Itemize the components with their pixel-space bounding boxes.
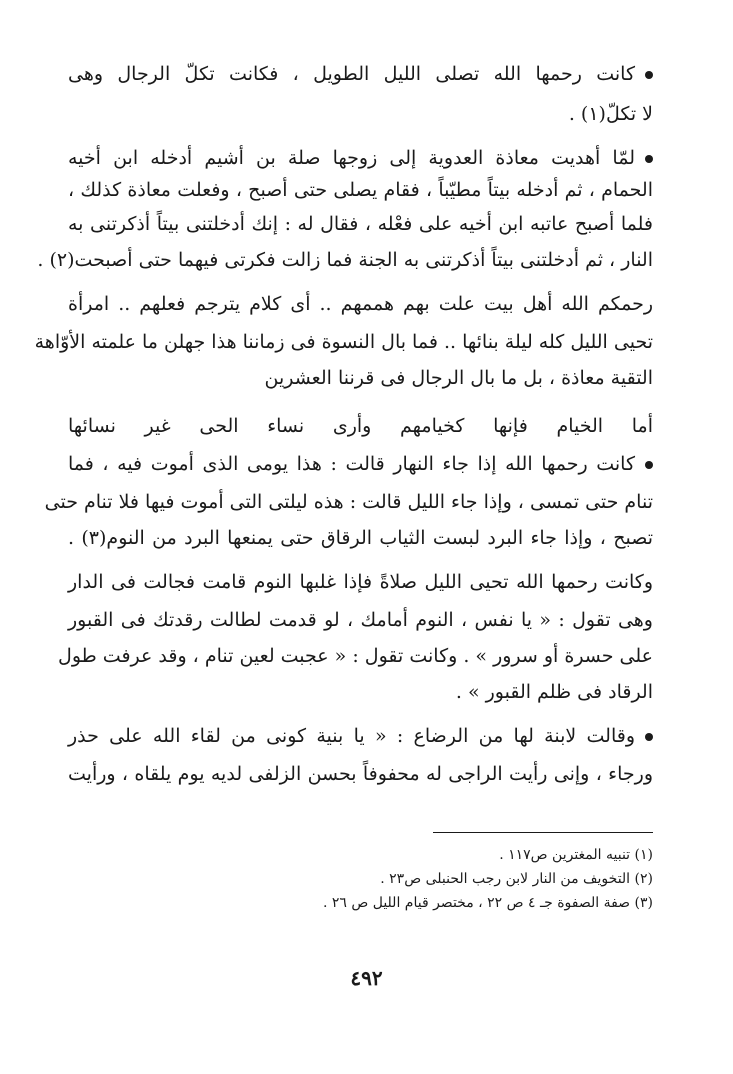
footnote-divider [433, 832, 653, 833]
text-line: وكانت رحمها الله تحيى الليل صلاةً فإذا غلبها النوم قامت فجالت فى الدار [68, 571, 653, 593]
text-line: رحمكم الله أهل بيت علت بهم هممهم .. أى كلام يترجم فعلهم .. امرأة [68, 293, 653, 315]
bullet-icon [645, 733, 653, 741]
text-line: كانت رحمها الله تصلى الليل الطويل ، فكانت تكلّ الرجال وهى [68, 54, 653, 94]
text-line: وقالت لابنة لها من الرضاع : « يا بنية كونى من لقاء الله على حذر [68, 716, 653, 756]
bullet-icon [645, 461, 653, 469]
text-line: الرقاد فى ظلم القبور » . [455, 681, 653, 703]
footnote: (١) تنبيه المغترين ص١١٧ . [499, 847, 653, 863]
text-line: على حسرة أو سرور » . وكانت تقول : « عجبت لعين تنام ، وقد عرفت طول [58, 645, 653, 667]
page-number: ٤٩٢ [350, 966, 383, 990]
text-line: ورجاء ، وإنى رأيت الراجى له محفوفاً بحسن الزلفى لديه يوم يلقاه ، ورأيت [68, 763, 653, 785]
footnote: (٣) صفة الصفوة جـ ٤ ص ٢٢ ، مختصر قيام الليل ص ٢٦ . [322, 895, 653, 911]
text-line: النار ، ثم أدخلتنى بيتاً أذكرتنى به الجنة فما زالت فكرتى فيهما حتى أصبحت(٢) . [37, 249, 653, 271]
poetry-verse: أما الخيام فإنها كخيامهم وأرى نساء الحى غير نسائها [68, 415, 653, 437]
text-line: تصبح ، وإذا جاء البرد لبست الثياب الرقاق حتى يمنعها البرد من النوم(٣) . [68, 527, 654, 549]
text-line: وهى تقول : « يا نفس ، النوم أمامك ، لو قدمت لطالت رقدتك فى القبور [68, 609, 653, 631]
text-line: كانت رحمها الله إذا جاء النهار قالت : هذا يومى الذى أموت فيه ، فما [68, 444, 653, 484]
bullet-icon [645, 71, 653, 79]
text-line: لمّا أهديت معاذة العدوية إلى زوجها صلة بن أشيم أدخله ابن أخيه [68, 138, 653, 178]
text-line: تحيى الليل كله ليلة بنائها .. فما بال النسوة فى زماننا هذا جهلن ما علمته الأوّاهة [34, 331, 653, 353]
text-line: التقية معاذة ، بل ما بال الرجال فى قرننا العشرين [264, 367, 653, 389]
bullet-icon [645, 155, 653, 163]
text-line: لا تكلّ(١) . [568, 103, 653, 125]
text-line: تنام حتى تمسى ، وإذا جاء الليل قالت : هذه ليلتى التى أموت فيها فلا تنام حتى [44, 491, 653, 513]
footnote: (٢) التخويف من النار لابن رجب الحنبلى ص٢٣ . [380, 871, 653, 887]
text-line: الحمام ، ثم أدخله بيتاً مطيّباً ، فقام يصلى حتى أصبح ، وفعلت معاذة كذلك ، [68, 179, 653, 201]
text-line: فلما أصبح عاتبه ابن أخيه على فعْله ، فقال له : إنك أدخلتنى بيتاً أذكرتنى به [68, 213, 653, 235]
